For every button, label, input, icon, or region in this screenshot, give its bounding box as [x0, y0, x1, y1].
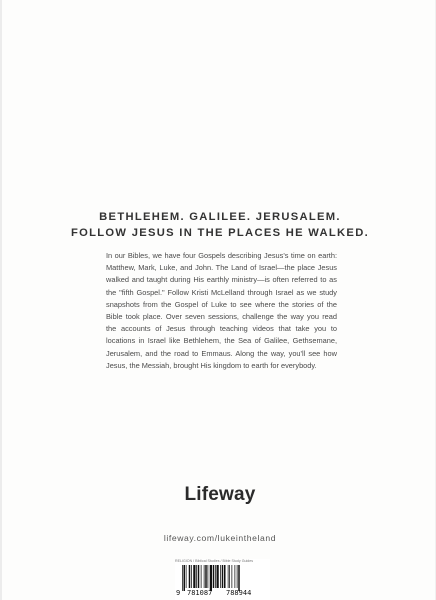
barcode-stripe [210, 565, 212, 591]
barcode-stripe [186, 565, 187, 588]
barcode-stripe [201, 565, 202, 588]
description-text: In our Bibles, we have four Gospels describing Jesus's time on earth: Matthew, Mark, Luke, and John. The Land of Israel—the place Jesus walked and taught during His earthly ministry—is often referred to as the "fifth Gospel." Follow Kristi McLelland through Israel as we study snapshots from the Gospel of Luke to see where the stories of the Bible took place. Over seven sessions, challenge the way you read the accounts of Jesus through teaching videos that take you to locations in Israel like Bethlehem, the Sea of Galilee, Gethsemane, Jerusalem, and the road to Emmaus. Along the way, you'll see how Jesus, the Messiah, brought His kingdom to earth for everybody. [106, 251, 337, 370]
barcode-stripe [189, 565, 191, 588]
barcode-stripe [204, 565, 205, 588]
barcode-stripe [229, 565, 230, 588]
barcode-stripe [208, 565, 209, 588]
barcode-stripe [182, 565, 183, 591]
barcode-label [175, 559, 270, 600]
barcode-stripe [237, 565, 238, 588]
barcode-stripe [184, 565, 186, 591]
category-text: RELIGION / Biblical Studies / Bible Study Guides [175, 559, 254, 563]
barcode-stripe [228, 565, 229, 588]
publisher-url: lifeway.com/lukeintheland [163, 533, 277, 543]
isbn-prefix: 9 [176, 589, 181, 597]
barcode-stripe [222, 565, 224, 588]
barcode-bars [182, 565, 264, 591]
barcode-stripe [235, 565, 236, 588]
barcode-stripe [193, 565, 195, 588]
barcode-stripe [224, 565, 226, 588]
barcode-stripe [232, 565, 233, 588]
barcode-stripe [213, 565, 215, 588]
headline-places: BETHLEHEM. GALILEE. JERUSALEM. [99, 211, 341, 223]
barcode-stripe [198, 565, 200, 588]
barcode-stripe [220, 565, 221, 588]
isbn-group-1: 781087 [187, 589, 213, 597]
lifeway-logo: Lifeway [184, 484, 256, 505]
barcode-stripe [205, 565, 207, 588]
barcode-stripe [215, 565, 216, 588]
barcode-stripe [191, 565, 192, 588]
barcode-stripe [238, 565, 240, 591]
isbn-group-2: 788944 [226, 589, 252, 597]
barcode-stripe [217, 565, 219, 588]
headline-tagline: FOLLOW JESUS IN THE PLACES HE WALKED. [71, 227, 369, 239]
barcode-stripe [196, 565, 197, 588]
